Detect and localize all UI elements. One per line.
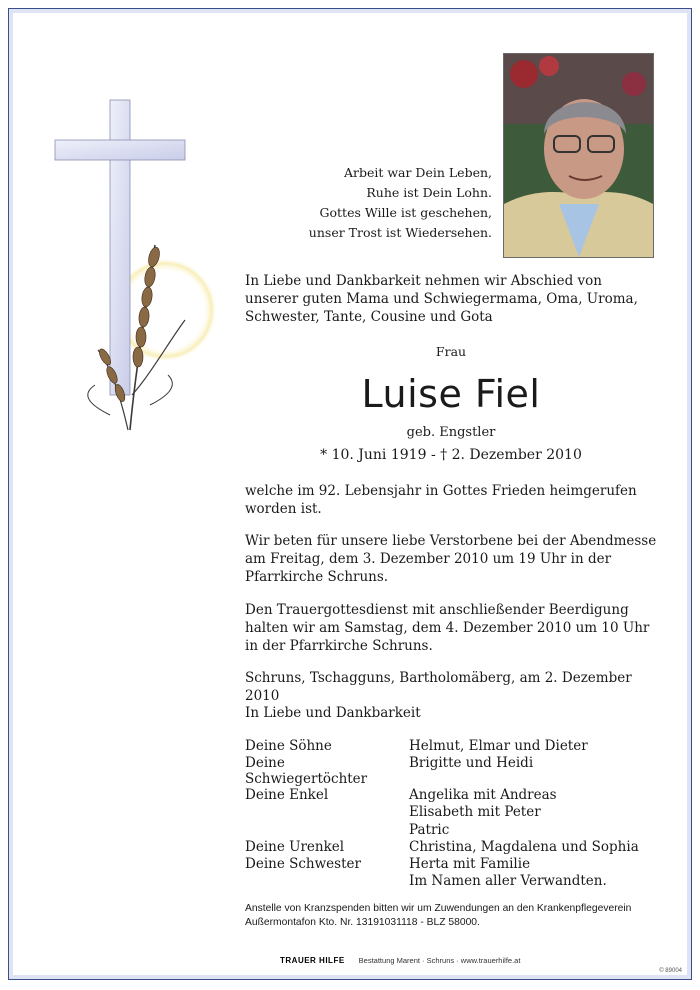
footer-text: Bestattung Marent · Schruns · www.trauerhilfe.at: [358, 956, 521, 965]
table-row: [245, 755, 639, 787]
donation-note: Anstelle von Kranzspenden bitten wir um Zuwendungen an den Krankenpflegeverein Außermontafon Kto. Nr. 13191031118 - BLZ 58000.: [245, 903, 632, 928]
maiden-name: geb. Engstler: [406, 425, 496, 440]
salutation: Frau: [435, 344, 467, 359]
deceased-name: Luise Fiel: [361, 372, 541, 416]
relative-role: Deine Urenkel: [245, 838, 345, 855]
poem: [309, 163, 492, 243]
table-row: [245, 804, 639, 821]
relative-names: Brigitte und Heidi: [409, 755, 534, 772]
passing-text: welche im 92. Lebensjahr in Gottes Frieden heimgerufen worden ist.: [245, 483, 637, 517]
poem-line: Arbeit war Dein Leben,: [343, 165, 492, 180]
closing-text: In Liebe und Dankbarkeit: [245, 705, 421, 721]
relative-names: Helmut, Elmar und Dieter: [409, 738, 588, 754]
poem-line: unser Trost ist Wiedersehen.: [308, 225, 492, 240]
relative-role: [245, 804, 409, 821]
relative-role: Deine Söhne: [245, 738, 332, 754]
table-row: [245, 873, 639, 890]
relative-role: [245, 873, 409, 890]
copyright: © 89004: [659, 968, 682, 974]
relative-names: Angelika mit Andreas: [409, 787, 557, 804]
life-dates: * 10. Juni 1919 - † 2. Dezember 2010: [320, 447, 582, 463]
relative-names: Patric: [409, 821, 450, 838]
table-row: [245, 787, 639, 804]
portrait-photo: [503, 53, 654, 258]
funeral-text: Den Trauergottesdienst mit anschließender Beerdigung halten wir am Samstag, dem 4. Dezember 2010 um 10 Uhr in der Pfarrkirche Schruns.: [245, 602, 650, 654]
relative-names: Elisabeth mit Peter: [409, 804, 541, 821]
footer: [280, 956, 520, 965]
relative-names: Im Namen aller Verwandten.: [409, 873, 607, 890]
relative-role: [245, 822, 409, 839]
relative-names: Christina, Magdalena und Sophia: [409, 838, 639, 855]
relative-names: Herta mit Familie: [409, 855, 531, 872]
footer-brand: TRAUER HILFE: [280, 956, 345, 965]
poem-line: Ruhe ist Dein Lohn.: [366, 185, 492, 200]
table-row: [245, 822, 639, 839]
poem-line: Gottes Wille ist geschehen,: [319, 205, 492, 220]
table-row: [245, 738, 639, 755]
cross-wheat-illustration: [50, 95, 220, 440]
relative-role: Deine Enkel: [245, 787, 329, 804]
evening-mass-text: Wir beten für unsere liebe Verstorbene bei der Abendmesse am Freitag, dem 3. Dezember 2010 um 19 Uhr in der Pfarrkirche Schruns.: [245, 533, 657, 585]
table-row: [245, 839, 639, 856]
relative-role: Deine Schwester: [245, 855, 361, 872]
relative-role: Deine Schwiegertöchter: [245, 755, 368, 788]
intro-text: In Liebe und Dankbarkeit nehmen wir Abschied von unserer guten Mama und Schwiegermama, Oma, Uroma, Schwester, Tante, Cousine und Gota: [245, 273, 638, 325]
relatives-table: [245, 738, 639, 890]
place-date: Schruns, Tschagguns, Bartholomäberg, am 2. Dezember 2010: [245, 670, 632, 704]
table-row: [245, 856, 639, 873]
